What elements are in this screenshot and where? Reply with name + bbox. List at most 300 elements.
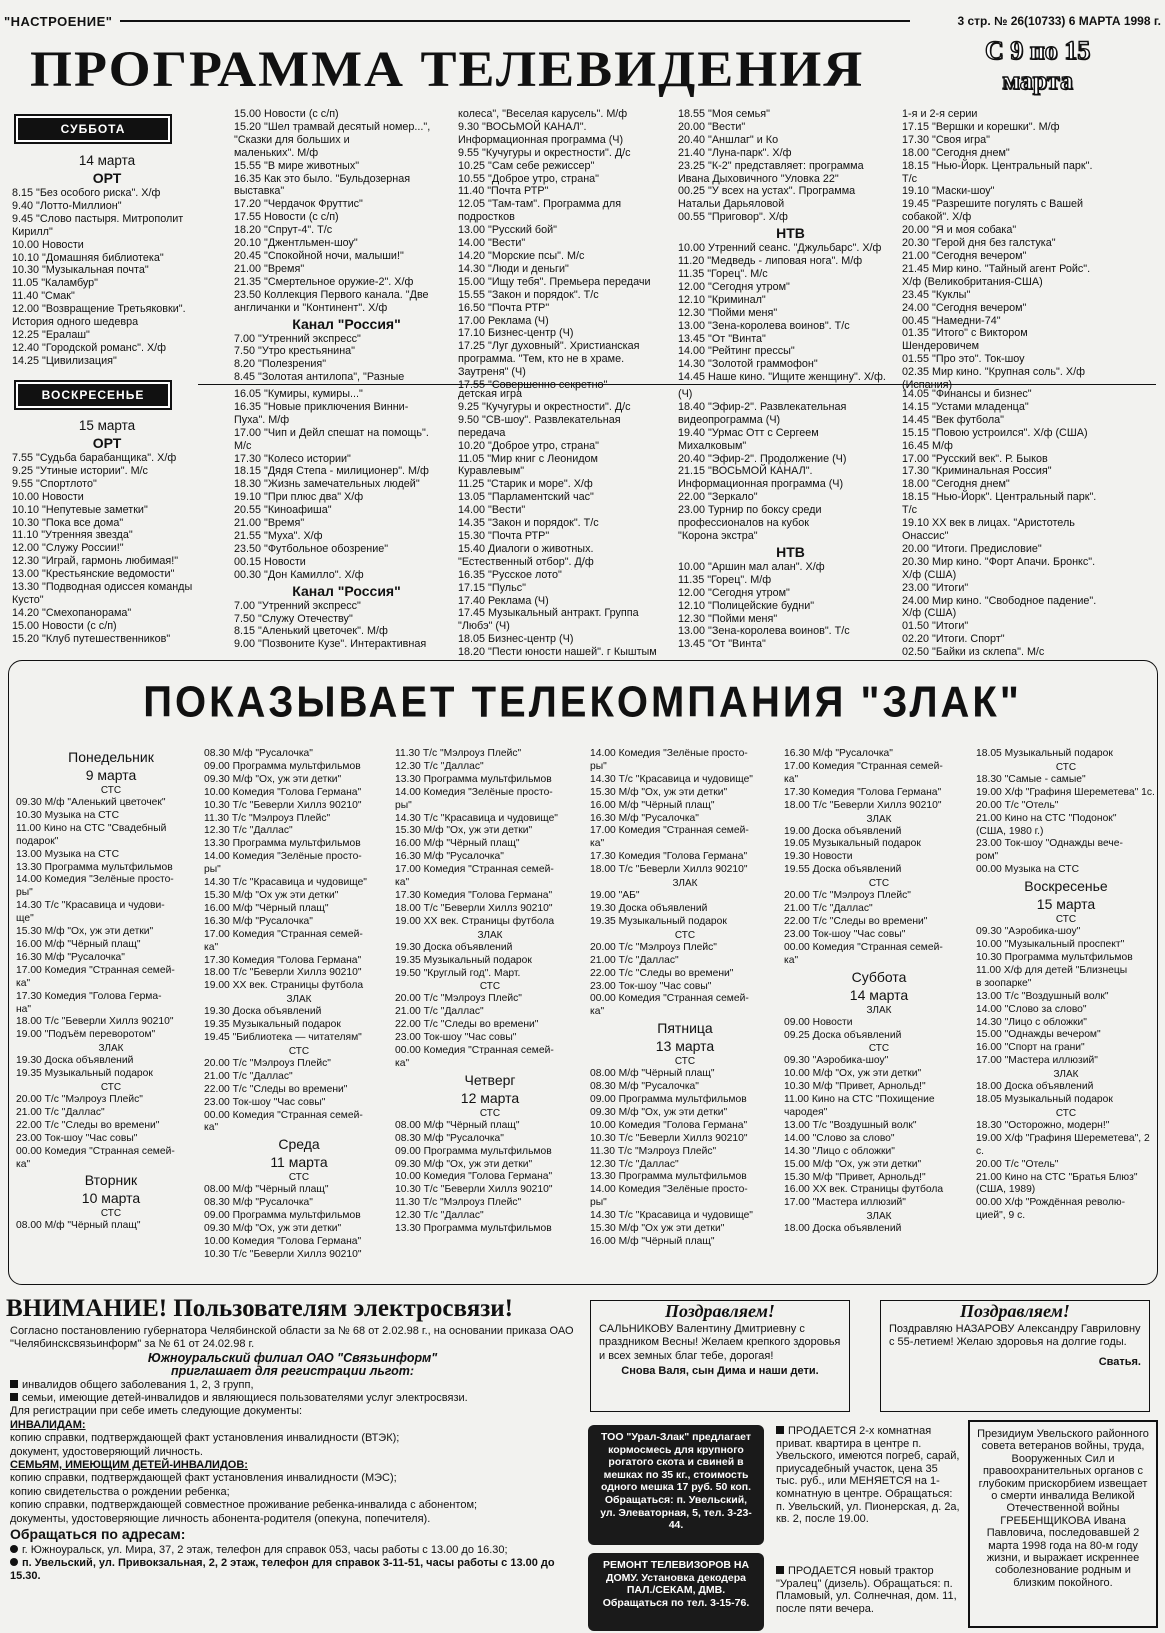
- program-line: ры": [395, 799, 412, 811]
- program-line: 18.00 Т/с "Беверли Хиллз 90210": [204, 967, 362, 979]
- program-line: 17.20 "Чердачок Фруттис": [234, 198, 363, 211]
- program-line: 24.00 Мир кино. "Свободное падение".: [902, 594, 1097, 607]
- attention-invalids-heading: ИНВАЛИДАМ:: [10, 1418, 86, 1431]
- saturday-ntv-list: [678, 242, 903, 384]
- program-line: колеса", "Веселая карусель". М/ф: [458, 108, 628, 120]
- program-line: 14.30 "Лицо с обложки": [976, 1016, 1087, 1028]
- program-line: 11.00 Кино на СТС "Похищение: [784, 1094, 935, 1106]
- program-line: 11.30 Т/с "Мэлроуз Плейс": [395, 748, 522, 759]
- program-line: 18.40 "Эфир-2". Развлекательная: [678, 400, 847, 413]
- ad-tractor-text: ПРОДАЕТСЯ новый трактор "Уралец" (дизель). Обращаться: п. Пламовый, ул. Солнечная, дом. 11, после пяти вечера.: [776, 1565, 957, 1615]
- program-line: 10.00 М/ф "Ох, уж эти детки": [784, 1068, 922, 1080]
- day-heading: Понедельник 9 марта: [68, 749, 154, 783]
- program-line: ром": [976, 851, 999, 863]
- program-line: 16.30 М/ф "Русалочка": [590, 812, 699, 824]
- bullet-icon: [10, 1380, 18, 1388]
- channel-heading: СТС: [1055, 1107, 1077, 1119]
- program-line: 08.30 М/ф "Русалочка": [204, 1197, 313, 1209]
- ad-tractor: [776, 1565, 960, 1615]
- program-line: 12.25 "Ералаш": [12, 328, 90, 341]
- program-line: 15.30 М/ф "Привет, Арнольд!": [784, 1171, 926, 1183]
- sunday-label: ВОСКРЕСЕНЬЕ: [14, 380, 172, 410]
- program-line: 08.30 М/ф "Русалочка": [204, 748, 313, 759]
- program-line: 10.30 Т/с "Беверли Хиллз 90210": [395, 1184, 553, 1196]
- program-line: 02.20 "Итоги. Спорт": [902, 633, 1005, 646]
- program-line: 15.20 "Шел трамвай десятый номер...",: [234, 120, 431, 133]
- program-line: 17.00 Комедия "Странная семей-: [784, 760, 943, 772]
- program-line: (Ч): [678, 388, 693, 400]
- program-line: 16.35 "Новые приключения Винни-: [234, 400, 409, 413]
- attention-doc-1: копию справки, подтверждающей факт установления инвалидности (ВТЭК);: [10, 1432, 400, 1445]
- obituary: Президиум Увельского районного совета ветеранов войны, труда, Вооруженных Сил и правоохранительных органов с глубоким прискорбием извещает о смерти инвалида Великой Отечественной войны ГРЕБЕНЩИКОВА Ивана Павловича, последовавшей 2 марта 1998 года на 80-м году жизни, и выражает искреннее соболезнование родным и близким покойного.: [968, 1420, 1158, 1628]
- program-line: 20.00 Т/с "Мэлроуз Плейс": [16, 1094, 143, 1106]
- program-line: 15.30 М/ф "Ох уж эти детки": [204, 889, 339, 901]
- program-line: 10.20 "Доброе утро, страна": [458, 439, 599, 452]
- congrats-2-title: Поздравляем!: [960, 1301, 1070, 1321]
- channel-heading: ЗЛАК: [866, 1004, 892, 1016]
- program-line: 21.45 Мир кино. "Тайный агент Ройс".: [902, 262, 1091, 275]
- program-line: 17.45 Музыкальный антракт. Группа: [458, 607, 639, 620]
- date-range-line2: марта: [1002, 66, 1073, 95]
- program-line: 18.15 "Нью-Йорк. Центральный парк".: [902, 159, 1093, 172]
- program-line: 21.00 Т/с "Даллас": [16, 1106, 105, 1118]
- program-line: 17.25 "Луг духовный". Христианская: [458, 340, 640, 353]
- program-line: 7.00 "Утренний экспресс": [234, 332, 361, 345]
- program-line: 09.30 М/ф "Ох, уж эти детки": [204, 1223, 342, 1235]
- program-line: 9.40 "Лотто-Миллион": [12, 199, 122, 212]
- program-line: 17.00 Комедия "Странная семей-: [204, 928, 363, 940]
- program-line: 19.30 Новости: [784, 851, 853, 863]
- program-line: 10.00 "Аршин мал алан". Х/ф: [678, 560, 825, 573]
- program-line: 14.25 "Цивилизация": [12, 354, 117, 367]
- program-line: 18.15 "Дядя Степа - милиционер". М/ф: [234, 465, 429, 478]
- program-line: 23.00 Ток-шоу "Час совы": [590, 980, 712, 992]
- saturday-russia-list: [234, 333, 459, 385]
- page-title: ПРОГРАММА ТЕЛЕВИДЕНИЯ: [30, 40, 865, 98]
- attention-org: Южноуральский филиал ОАО "Связьинформ": [147, 1350, 438, 1365]
- program-line: 19.00 "АБ": [590, 890, 640, 902]
- program-line: Информационная программа (Ч): [678, 478, 844, 491]
- attention-doc-2: документ, удостоверяющий личность.: [10, 1445, 203, 1458]
- program-line: 14.30 "Золотой граммофон": [678, 358, 818, 371]
- saturday-ort-heading: ОРТ: [92, 170, 122, 186]
- program-line: 22.00 Т/с "Следы во времени": [395, 1019, 539, 1031]
- program-line: 14.00 "Вести": [458, 504, 526, 517]
- program-line: 17.00 Реклама (Ч): [458, 314, 549, 327]
- program-line: на": [16, 1003, 32, 1015]
- program-line: Натальи Дарьяловой: [678, 198, 785, 211]
- saturday-russia-day-list: [458, 108, 683, 392]
- program-line: История одного шедевра: [12, 316, 139, 329]
- program-line: 20.00 "Итоги. Предисловие": [902, 542, 1042, 555]
- program-line: 20.45 "Спокойной ночи, малыши!": [234, 249, 404, 262]
- sunday-ntv-heading: НТВ: [776, 543, 805, 560]
- program-line: 17.00 Комедия "Странная семей-: [590, 825, 749, 837]
- program-line: 16.00 М/ф "Чёрный плащ": [590, 1236, 715, 1247]
- program-line: выставка": [234, 185, 285, 198]
- program-line: 14.20 "Морские псы". М/с: [458, 249, 585, 262]
- program-line: 22.00 "Зеркало": [678, 491, 758, 504]
- program-line: 14.00 Комедия "Зелёные просто-: [204, 851, 362, 863]
- program-line: 23.00 Ток-шоу "Однажды вече-: [976, 838, 1123, 850]
- saturday-ort-evening-list: [234, 108, 459, 315]
- program-line: 24.00 "Сегодня вечером": [902, 301, 1027, 314]
- program-line: 01.55 "Про это". Ток-шоу: [902, 353, 1025, 366]
- program-line: 21.00 Кино на СТС "Подонок": [976, 812, 1117, 824]
- program-line: 17.30 Комедия "Голова Германа": [204, 954, 362, 966]
- program-line: 10.10 "Домашняя библиотека": [12, 251, 164, 264]
- channel-heading: ЗЛАК: [672, 878, 698, 890]
- program-line: 17.00 "Мастера иллюзий": [976, 1055, 1098, 1067]
- program-line: 23.00 Турнир по боксу среди: [678, 504, 822, 517]
- program-line: 14.20 "Смехопанорама": [12, 606, 132, 619]
- program-line: 10.00 Комедия "Голова Германа": [204, 1236, 362, 1247]
- program-line: 19.10 XX век в лицах. "Аристотель: [902, 517, 1075, 530]
- program-line: 22.00 Т/с "Следы во времени": [204, 1083, 348, 1095]
- program-line: ка": [204, 941, 219, 953]
- program-line: детская игра: [458, 388, 522, 400]
- program-line: ка": [784, 773, 799, 785]
- channel-heading: ЗЛАК: [866, 1211, 892, 1223]
- program-line: 17.30 Комедия "Голова Германа": [395, 889, 553, 901]
- channel-heading: СТС: [674, 1056, 696, 1068]
- program-line: 15.00 Новости (с с/п): [234, 108, 339, 120]
- program-line: 10.00 Комедия "Голова Германа": [590, 1119, 748, 1131]
- program-line: 12.00 "Сегодня утром": [678, 586, 790, 599]
- program-line: Куравлевым": [458, 465, 525, 478]
- program-line: 08.00 М/ф "Чёрный плащ": [590, 1068, 715, 1080]
- program-line: 15.30 М/ф "Ох, уж эти детки": [590, 786, 728, 798]
- program-line: видеопрограмма (Ч): [678, 413, 781, 426]
- attention-doc-5: копию справки, подтверждающей совместное проживание ребенка-инвалида с абонентом;: [10, 1499, 478, 1512]
- program-line: 14.35 "Закон и порядок". Т/с: [458, 517, 599, 530]
- program-line: 19.30 Доска объявлений: [204, 1006, 322, 1018]
- program-line: 00.55 "Приговор". Х/ф: [678, 211, 788, 224]
- program-line: 19.55 Доска объявлений: [784, 864, 902, 876]
- sunday-ntv-evening: [902, 388, 1162, 659]
- program-line: 18.15 "Нью-Йорк". Центральный парк".: [902, 491, 1097, 504]
- channel-heading: ЗЛАК: [98, 1043, 124, 1055]
- program-line: 13.00 "Зена-королева воинов". Т/с: [678, 319, 850, 332]
- program-line: Кусто": [12, 593, 44, 606]
- program-line: 20.30 Мир кино. "Форт Апачи. Бронкс".: [902, 555, 1096, 568]
- program-line: ка": [204, 1122, 219, 1134]
- program-line: 10.00 Утренний сеанс. "Джульбарс". Х/ф: [678, 242, 882, 255]
- program-line: 12.30 "Пойми меня": [678, 612, 778, 625]
- program-line: 18.20 "Спрут-4". Т/с: [234, 224, 333, 237]
- program-line: 00.45 "Намедни-74": [902, 314, 1001, 327]
- program-line: 9.30 "ВОСЬМОЙ КАНАЛ".: [458, 120, 587, 133]
- program-line: 00.00 Музыка на СТС: [976, 864, 1080, 876]
- program-line: 17.10 Бизнес-центр (Ч): [458, 327, 574, 340]
- program-line: собакой". Х/ф: [902, 211, 972, 224]
- saturday-ort-column: [12, 152, 202, 368]
- program-line: 22.00 Т/с "Следы во времени": [784, 915, 928, 927]
- program-line: 19.00 "Подъём переворотом": [16, 1029, 156, 1041]
- program-line: 09.30 М/ф "Ох, уж эти детки": [204, 773, 342, 785]
- program-line: 20.00 Т/с "Мэлроуз Плейс": [204, 1057, 331, 1069]
- program-line: 10.30 Т/с "Беверли Хиллз 90210": [204, 1248, 362, 1260]
- zlak-column-2: [204, 748, 394, 1262]
- program-line: 13.00 Музыка на СТС: [16, 848, 120, 860]
- program-line: подарок": [16, 835, 59, 847]
- program-line: ка": [16, 1158, 31, 1170]
- program-line: 19.35 Музыкальный подарок: [16, 1068, 153, 1080]
- program-line: 18.05 Музыкальный подарок: [976, 748, 1113, 759]
- program-line: профессионалов на кубок: [678, 517, 809, 530]
- program-line: 20.10 "Джентльмен-шоу": [234, 237, 358, 250]
- program-line: 19.00 XX век. Страницы футбола: [204, 980, 364, 992]
- program-line: 21.00 "Сегодня вечером": [902, 249, 1027, 262]
- attention-address-1: [10, 1544, 575, 1557]
- program-line: 09.00 Программа мультфильмов: [590, 1094, 747, 1106]
- sunday-ort-evening-list: [234, 388, 459, 582]
- program-line: 20.00 "Вести": [678, 120, 746, 133]
- program-line: 11.30 Т/с "Мэлроуз Плейс": [204, 812, 331, 824]
- program-line: ры": [590, 1197, 607, 1209]
- program-line: 11.20 "Медведь - липовая нога". М/ф: [678, 255, 863, 268]
- program-line: Кирилл": [12, 225, 53, 238]
- program-line: 16.30 М/ф "Русалочка": [395, 851, 504, 863]
- program-line: 14.00 "Рейтинг прессы": [678, 345, 795, 358]
- attention-address-1-text: г. Южноуральск, ул. Мира, 37, 2 этаж, телефон для справок 053, часы работы с 13.00 до 16.30;: [22, 1543, 508, 1556]
- program-line: 17.30 Комедия "Голова Германа": [590, 851, 748, 863]
- program-line: 16.45 М/ф: [902, 439, 953, 452]
- program-line: Заутреня" (Ч): [458, 366, 526, 379]
- program-line: 11.05 "Мир книг с Леонидом: [458, 452, 598, 465]
- program-line: ще": [16, 913, 34, 925]
- program-line: 14.00 Комедия "Зелёные просто-: [395, 786, 553, 798]
- program-line: 19.40 "Урмас Отт с Сергеем: [678, 426, 819, 439]
- program-line: 10.30 Т/с "Беверли Хиллз 90210": [590, 1132, 748, 1144]
- program-line: 16.00 М/ф "Чёрный плащ": [204, 902, 329, 914]
- attention-bullet-2-text: семьи, имеющие детей-инвалидов и являющиеся пользователями услуг электросвязи.: [22, 1392, 468, 1405]
- program-line: "Естественный отбор". Д/ф: [458, 555, 594, 568]
- attention-families-heading: СЕМЬЯМ, ИМЕЮЩИМ ДЕТЕЙ-ИНВАЛИДОВ:: [10, 1459, 248, 1472]
- sunday-date: 15 марта: [78, 418, 136, 433]
- program-line: 13.00 "Зена-королева воинов". Т/с: [678, 625, 850, 638]
- program-line: 01.35 "Итого" с Виктором: [902, 327, 1028, 340]
- program-line: 10.00 Новости: [12, 490, 84, 503]
- program-line: 19.00 Х/ф "Графиня Шереметева" 1с.: [976, 786, 1155, 798]
- program-line: 9.25 "Кучугуры и окрестности". Д/с: [458, 400, 631, 413]
- program-line: 23.50 Коллекция Первого канала. "Две: [234, 288, 429, 301]
- program-line: 10.00 "Музыкальный проспект": [976, 939, 1125, 951]
- program-line: 8.20 "Полезрения": [234, 358, 327, 371]
- channel-heading: СТС: [1055, 761, 1077, 773]
- sunday-ort-heading: ОРТ: [92, 435, 122, 451]
- program-line: 09.00 Программа мультфильмов: [395, 1145, 552, 1157]
- program-line: 15.20 "Клуб путешественников": [12, 632, 171, 645]
- program-line: 18.00 Доска объявлений: [784, 1223, 902, 1235]
- congrats-1-sign: Снова Валя, сын Дима и наши дети.: [621, 1365, 819, 1377]
- program-line: 14.30 "Лицо с обложки": [784, 1145, 895, 1157]
- day-heading: Четверг 12 марта: [460, 1071, 520, 1106]
- program-line: 08.00 М/ф "Чёрный плащ": [16, 1220, 141, 1232]
- program-line: 18.00 Доска объявлений: [976, 1081, 1094, 1093]
- program-line: 14.30 Т/с "Красавица и чудови-: [16, 900, 165, 912]
- program-line: ры": [590, 760, 607, 772]
- channel-heading: СТС: [100, 1208, 122, 1220]
- program-line: 18.30 "Жизнь замечательных людей": [234, 478, 420, 491]
- program-line: 15.40 Диалоги о животных.: [458, 542, 594, 555]
- program-line: 14.05 "Финансы и бизнес": [902, 388, 1032, 400]
- program-line: 19.35 Музыкальный подарок: [204, 1019, 341, 1031]
- program-line: 19.45 "Библиотека — читателям": [204, 1032, 362, 1044]
- program-line: 02.50 "Байки из склепа". М/с: [902, 646, 1045, 659]
- program-line: передача: [458, 426, 506, 439]
- saturday-russia-heading: Канал "Россия": [292, 315, 401, 332]
- date-range-line1: С 9 по 15: [985, 36, 1091, 65]
- channel-heading: СТС: [674, 929, 696, 941]
- program-line: Х/ф (США): [902, 568, 957, 581]
- program-line: 14.45 "Век футбола": [902, 413, 1004, 426]
- program-line: 09.30 М/ф "Ох, уж эти детки": [590, 1106, 728, 1118]
- program-line: 13.45 "От "Винта": [678, 638, 766, 651]
- program-line: ка": [395, 877, 410, 889]
- program-line: (Испания): [902, 379, 953, 392]
- program-line: 14.00 Комедия "Зелёные просто-: [590, 748, 748, 759]
- program-line: 00.25 "У всех на устах". Программа: [678, 185, 856, 198]
- program-line: 10.55 "Доброе утро, страна": [458, 172, 599, 185]
- program-line: 15.30 М/ф "Ох уж эти детки": [590, 1223, 725, 1235]
- program-line: 02.35 Мир кино. "Крупная соль". Х/ф: [902, 366, 1085, 379]
- program-line: 17.30 Комедия "Голова Германа": [784, 786, 942, 798]
- zlak-title: ПОКАЗЫВАЕТ ТЕЛЕКОМПАНИЯ "ЗЛАК": [143, 677, 1022, 727]
- program-line: 11.00 Х/ф для детей "Близнецы: [976, 964, 1128, 976]
- attention-bullet-1: [10, 1379, 575, 1392]
- sunday-russia-day: [458, 388, 683, 659]
- program-line: 09.00 Программа мультфильмов: [204, 760, 361, 772]
- program-line: 08.00 М/ф "Чёрный плащ": [395, 1119, 520, 1131]
- program-line: Пуха". М/ф: [234, 413, 290, 426]
- program-line: 09.30 "Аэробика-шоу": [784, 1055, 889, 1067]
- program-line: 17.30 "Криминальная Россия": [902, 465, 1052, 478]
- program-line: 09.00 Новости: [784, 1016, 853, 1028]
- program-line: 7.00 "Утренний экспресс": [234, 599, 361, 612]
- program-line: подростков: [458, 211, 515, 224]
- attention-doc-3: копию справки, подтверждающей факт установления инвалидности (МЭС);: [10, 1472, 397, 1485]
- program-line: 16.35 "Русское лото": [458, 568, 562, 581]
- program-line: 12.30 "Играй, гармонь любимая!": [12, 555, 179, 568]
- program-line: 15.00 "Однажды вечером": [976, 1029, 1101, 1041]
- program-line: 21.00 Т/с "Даллас": [395, 1006, 484, 1018]
- day-heading: Пятница 13 марта: [655, 1020, 715, 1055]
- saturday-label: СУББОТА: [14, 114, 172, 144]
- program-line: 08.30 М/ф "Русалочка": [590, 1081, 699, 1093]
- program-line: 9.55 "Спортлото": [12, 477, 97, 490]
- program-line: 16.00 М/ф "Чёрный плащ": [395, 838, 520, 850]
- program-line: 8.15 "Аленький цветочек". М/ф: [234, 625, 388, 638]
- channel-heading: ЗЛАК: [286, 994, 312, 1006]
- channel-heading: СТС: [868, 1043, 890, 1055]
- congrats-2-sign: Сватья.: [1098, 1355, 1141, 1368]
- program-line: 20.30 "Герой дня без галстука": [902, 237, 1056, 250]
- program-line: 16.30 М/ф "Русалочка": [204, 915, 313, 927]
- program-line: 9.45 "Слово пастыря. Митрополит: [12, 212, 184, 225]
- program-line: 15.00 М/ф "Ох, уж эти детки": [784, 1158, 922, 1170]
- program-line: 10.30 М/ф "Привет, Арнольд!": [784, 1081, 926, 1093]
- program-line: 15.55 "В мире животных": [234, 159, 360, 172]
- saturday-russia-evening: [678, 108, 903, 384]
- program-line: 19.45 "Разрешите погулять с Вашей: [902, 198, 1084, 211]
- section-label: "НАСТРОЕНИЕ": [4, 14, 113, 29]
- program-line: 19.50 "Круглый год". Март.: [395, 967, 521, 979]
- program-line: 10.00 Новости: [12, 238, 84, 251]
- program-line: 9.25 "Утиные истории". М/с: [12, 464, 148, 477]
- program-line: 12.30 "Пойми меня": [678, 306, 778, 319]
- program-line: 10.00 Комедия "Голова Германа": [204, 786, 362, 798]
- program-line: 08.30 М/ф "Русалочка": [395, 1132, 504, 1144]
- program-line: 12.30 Т/с "Даллас": [204, 825, 293, 837]
- program-line: 18.00 Т/с "Беверли Хиллз 90210": [16, 1016, 174, 1028]
- program-line: 10.00 Комедия "Голова Германа": [395, 1171, 553, 1183]
- program-line: ка": [590, 1006, 605, 1018]
- program-line: 13.30 Программа мультфильмов: [16, 861, 173, 873]
- program-line: 7.55 "Судьба барабанщика". Х/ф: [12, 452, 177, 464]
- program-line: 10.30 Программа мультфильмов: [976, 951, 1133, 963]
- program-line: программа. "Тем, кто не в храме.: [458, 353, 625, 366]
- program-line: М/с: [234, 439, 252, 452]
- program-line: 14.00 "Вести": [458, 237, 526, 250]
- program-line: 12.30 Т/с "Даллас": [395, 760, 484, 772]
- program-line: 10.30 Музыка на СТС: [16, 809, 120, 821]
- program-line: 9.50 "СВ-шоу". Развлекательная: [458, 413, 621, 426]
- bullet-icon: [10, 1545, 18, 1553]
- program-line: 13.30 "Подводная одиссея команды: [12, 581, 193, 594]
- sunday-ort-evening: [234, 388, 459, 651]
- program-line: 00.15 Новости: [234, 555, 306, 568]
- program-line: 12.10 "Полицейские будни": [678, 599, 815, 612]
- program-line: 17.00 "Русский век". Р. Быков: [902, 452, 1048, 465]
- sunday-ntv-list: [678, 561, 903, 651]
- program-line: (США, 1989): [976, 1184, 1036, 1196]
- day-heading: Вторник 10 марта: [81, 1172, 141, 1207]
- program-line: 20.55 "Киноафиша": [234, 504, 332, 517]
- program-line: 21.00 Т/с "Даллас": [204, 1070, 293, 1082]
- program-line: 10.30 Т/с "Беверли Хиллз 90210": [204, 799, 362, 811]
- attention-address-heading: Обращаться по адресам:: [10, 1526, 186, 1543]
- program-line: 10.30 "Пока все дома": [12, 516, 124, 529]
- program-line: 00.00 Х/ф "Рождённая револю-: [976, 1197, 1125, 1209]
- program-line: 13.00 "Крестьянские ведомости": [12, 568, 175, 581]
- program-line: 08.00 М/ф "Чёрный плащ": [204, 1184, 329, 1196]
- program-line: 13.30 Программа мультфильмов: [395, 773, 552, 785]
- program-line: 18.55 "Моя семья": [678, 108, 770, 120]
- program-line: 23.00 Ток-шоу "Час совы": [395, 1032, 517, 1044]
- program-line: 23.45 "Куклы": [902, 288, 971, 301]
- program-line: 8.45 "Золотая антилопа", "Разные: [234, 371, 405, 384]
- program-line: 19.00 Доска объявлений: [784, 825, 902, 837]
- program-line: 7.50 "Утро крестьянина": [234, 345, 356, 358]
- program-line: 15.30 М/ф "Ох, уж эти детки": [395, 825, 533, 837]
- program-line: 17.15 "Вершки и корешки". М/ф: [902, 120, 1060, 133]
- saturday-russia-evening-list: [678, 108, 903, 224]
- program-line: 00.00 Комедия "Странная семей-: [204, 1109, 363, 1121]
- program-line: 22.00 Т/с "Следы во времени": [16, 1119, 160, 1131]
- date-range: [985, 36, 1090, 96]
- program-line: 00.30 "Дон Камилло". Х/ф: [234, 568, 364, 581]
- program-line: 9.55 "Кучугуры и окрестности". Д/с: [458, 146, 631, 159]
- program-line: 14.30 Т/с "Красавица и чудовище": [395, 812, 558, 824]
- program-line: 12.10 "Криминал": [678, 293, 766, 306]
- program-line: чародея": [784, 1107, 828, 1119]
- program-line: 16.00 М/ф "Чёрный плащ": [16, 938, 141, 950]
- program-line: 20.00 Т/с "Отель": [976, 1158, 1059, 1170]
- program-line: 14.00 "Слово за слово": [976, 1003, 1087, 1015]
- program-line: 16.50 "Почта РТР": [458, 301, 550, 314]
- sunday-russia-heading: Канал "Россия": [292, 582, 401, 599]
